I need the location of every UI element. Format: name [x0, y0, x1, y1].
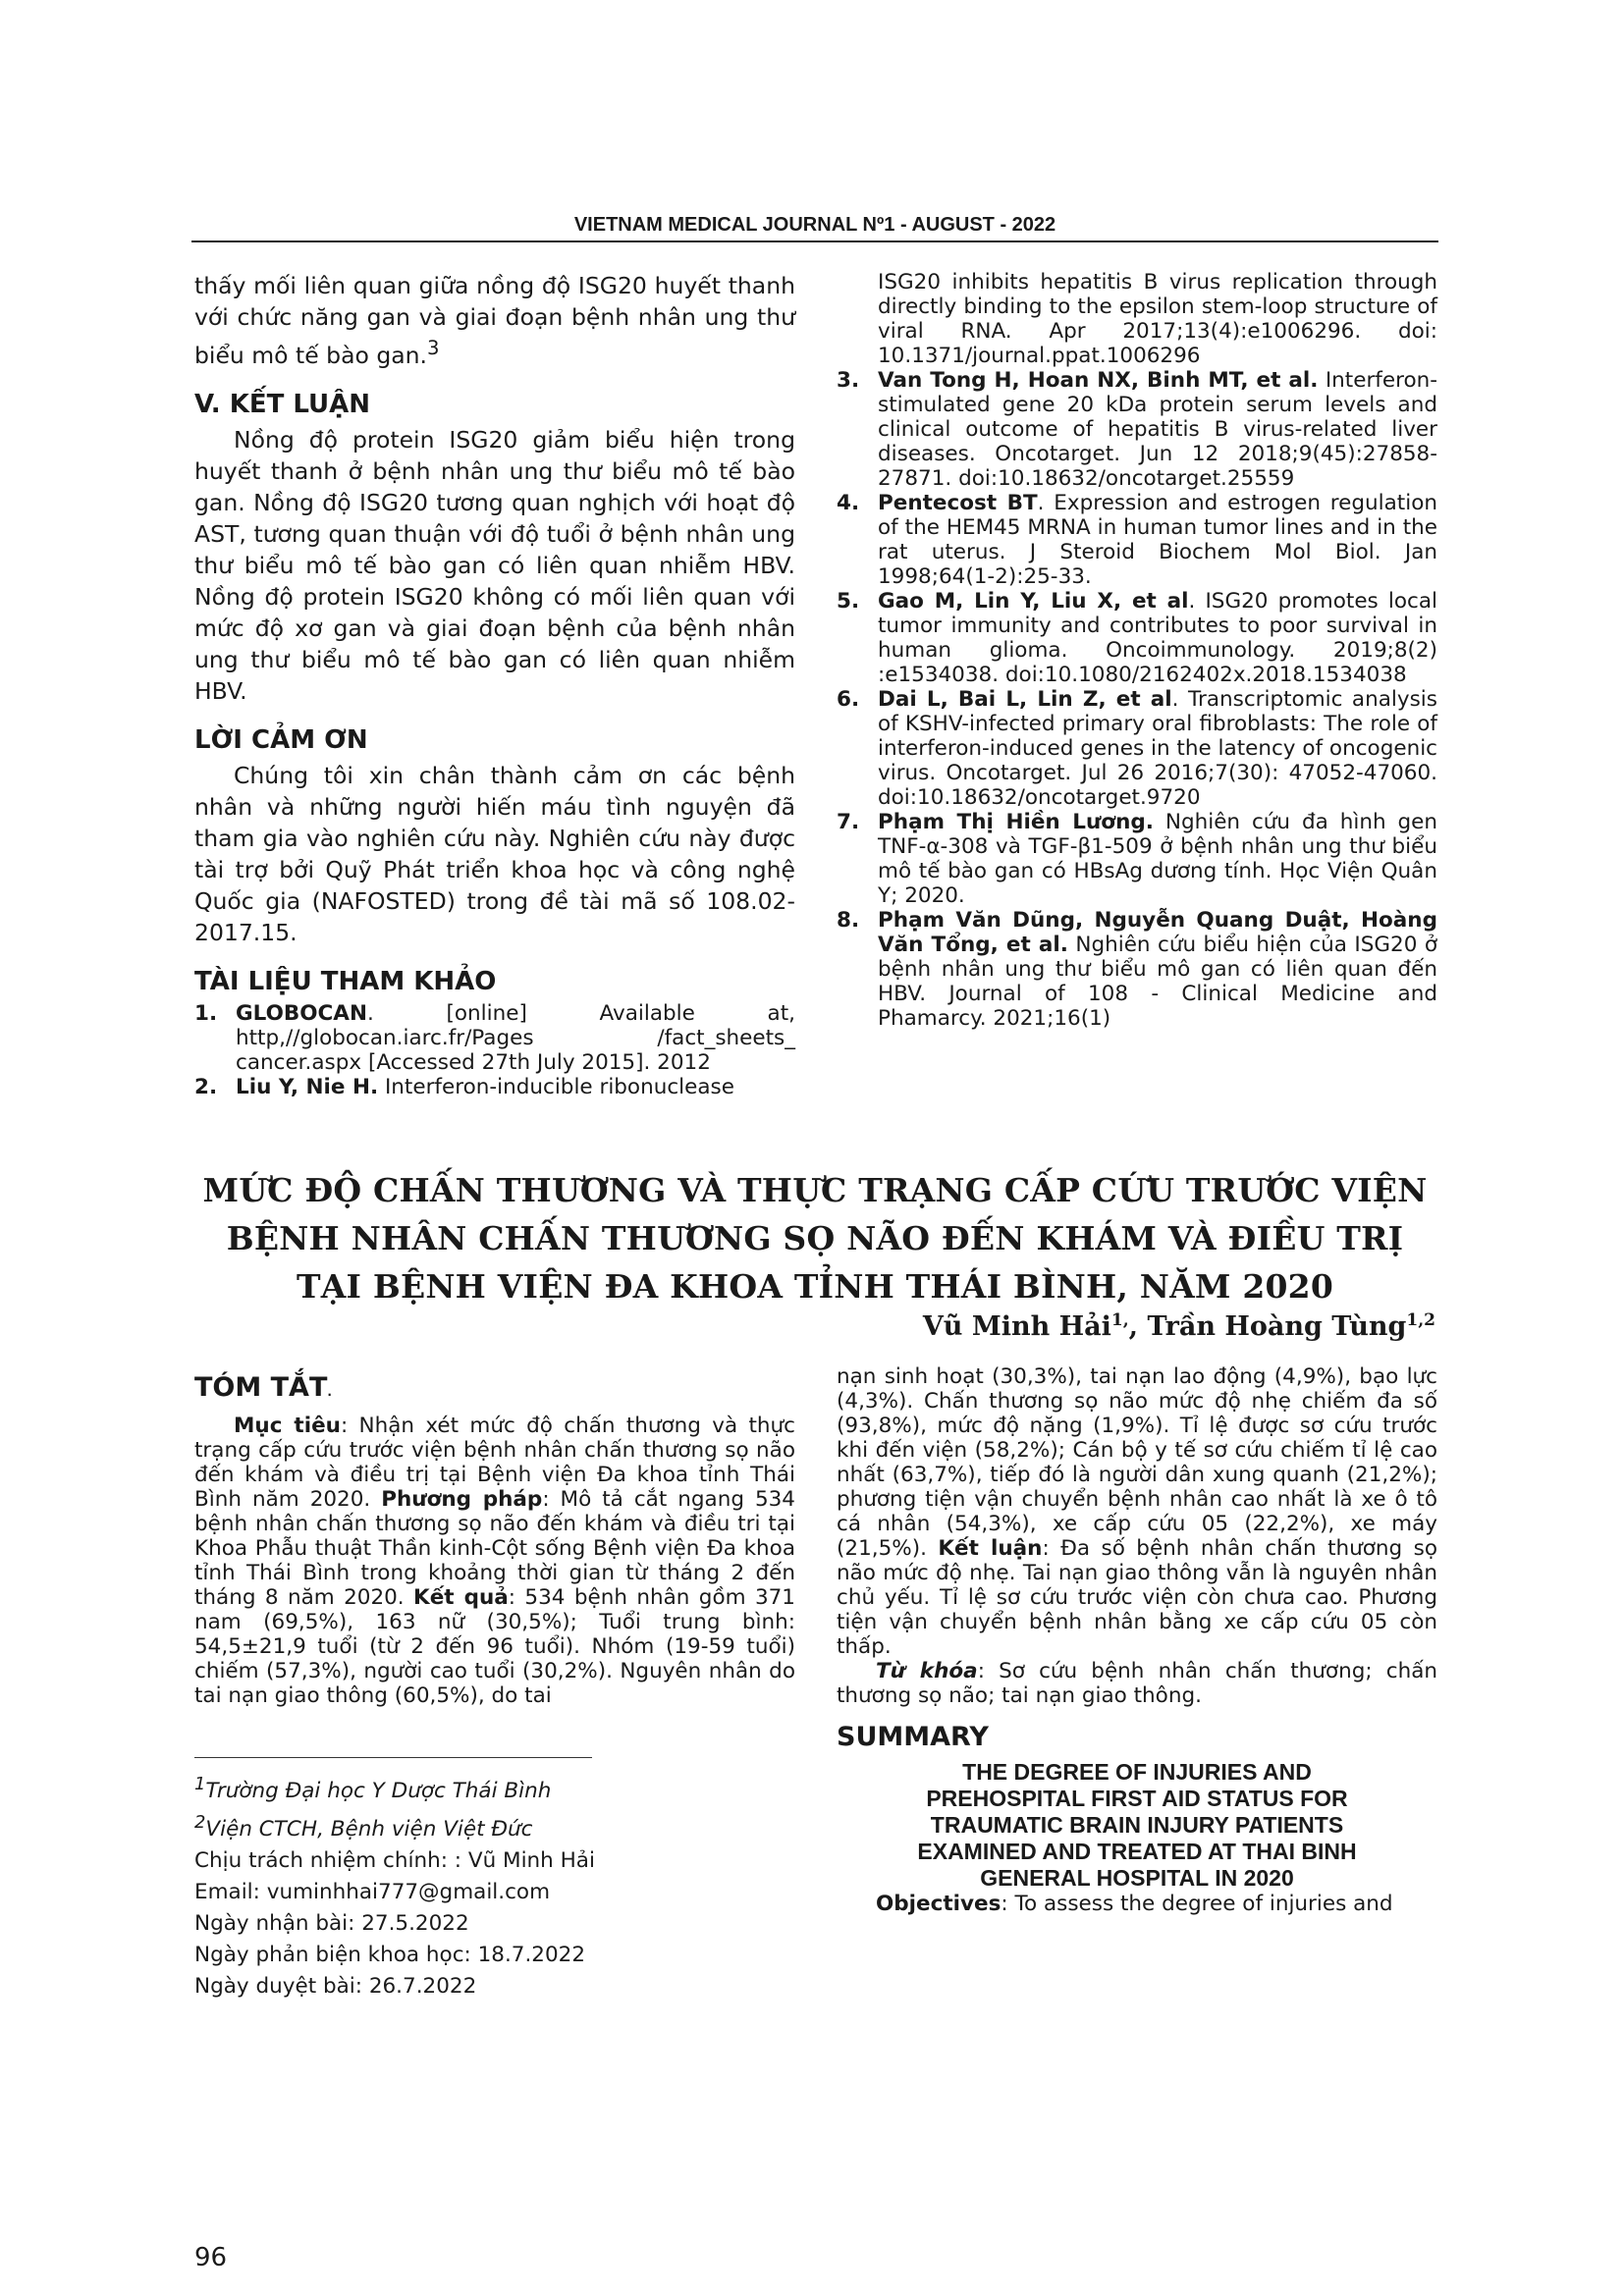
author-name: Vũ Minh Hải [922, 1311, 1111, 1342]
article-title [191, 1166, 1438, 1310]
header-rule [191, 240, 1438, 242]
prev-intro-paragraph [194, 270, 795, 371]
summary-objectives-text: : To assess the degree of injuries and [1001, 1892, 1393, 1916]
abstract-heading-text: TÓM TẮT [194, 1372, 328, 1403]
email-line: Email: vuminhhai777@gmail.com [194, 1880, 551, 1905]
reference-authors: Van Tong H, Hoan NX, Binh MT, et al. [878, 368, 1319, 393]
method-text: : Mô tả cắt ngang 534 bệnh nhân chấn thương sọ não đến khám và điều tri tại Khoa Phẫu thuật Thần kinh-Cột sống Bệnh viện Đa khoa tỉnh Thái Bình trong khoảng thời gian từ tháng 2 đến tháng 8 năm 2020. [194, 1487, 795, 1610]
reference-item [837, 368, 1437, 491]
references-right-list [837, 368, 1437, 1031]
conclusion-paragraph: Nồng độ protein ISG20 giảm biểu hiện trong huyết thanh ở bệnh nhân ung thư biểu mô tế bào gan. Nồng độ ISG20 tương quan nghịch với hoạt độ AST, tương quan thuận với độ tuổi ở bệnh nhân ung thư biểu mô tế bào gan có liên quan nhiễm HBV. Nồng độ protein ISG20 không có mối liên quan với mức độ xơ gan và giai đoạn bệnh của bệnh nhân ung thư biểu mô tế bào gan có liên quan nhiễm HBV. [194, 425, 795, 705]
keywords-paragraph [837, 1659, 1437, 1708]
reference-text: Nghiên cứu biểu hiện của ISG20 ở bệnh nhân ung thư biểu mô gan có liên quan đến HBV. Journal of 108 - Clinical Medicine and Phamarcy. 2021;16(1) [878, 933, 1437, 1031]
footnotes [194, 1769, 795, 2002]
reference-body [878, 908, 1437, 1031]
objective-text: : Nhận xét mức độ chấn thương và thực trạng cấp cứu trước viện bệnh nhân chấn thương sọ não đến khám và điều trị tại Bệnh viện Đa khoa tỉnh Thái Bình năm 2020. [194, 1414, 796, 1512]
references-left-list [194, 1001, 795, 1099]
reference-body [878, 687, 1437, 810]
reference-body [236, 1075, 795, 1099]
reference-body [236, 1001, 795, 1075]
summary-title-line: THE DEGREE OF INJURIES AND [962, 1759, 1312, 1785]
reference-text: . ISG20 promotes local tumor immunity and contributes to poor survival in human glioma. Oncoimmunology. 2019;8(2) :e1534038. doi:10.1080/2162402x.2018.1534038 [878, 589, 1437, 687]
prev-article-left-column [194, 270, 795, 1099]
summary-title-line: GENERAL HOSPITAL IN 2020 [980, 1865, 1294, 1891]
reference-authors: GLOBOCAN [236, 1000, 367, 1026]
summary-title-line: EXAMINED AND TREATED AT THAI BINH [917, 1839, 1357, 1864]
reference-number: 3. [837, 368, 860, 393]
reference-body [878, 810, 1437, 908]
reference-authors: Phạm Văn Dũng, Nguyễn Quang Duật, Hoàng Văn Tổng, et al. [878, 908, 1437, 957]
abstract-paragraph [194, 1414, 795, 1708]
affiliation-text: Trường Đại học Y Dược Thái Bình [205, 1779, 552, 1804]
reference-item [194, 1001, 795, 1075]
reference-text: . [online] Available at, http,//globocan.iarc.fr/Pages /fact_sheets_ cancer.aspx [Accessed 27th July 2015]. 2012 [236, 1000, 795, 1075]
method-label: Phương pháp [381, 1487, 543, 1512]
keywords-label: Từ khóa [876, 1659, 978, 1683]
summary-heading: SUMMARY [837, 1722, 989, 1752]
page-number: 96 [194, 2243, 228, 2272]
reference-item [194, 1075, 795, 1099]
summary-title-line: TRAUMATIC BRAIN INJURY PATIENTS [930, 1812, 1344, 1838]
affiliation-1 [194, 1769, 795, 1807]
summary-objectives-label: Objectives [876, 1892, 1001, 1916]
reference-text: . Transcriptomic analysis of KSHV-infected primary oral fibroblasts: The role of interferon-induced genes in the latency of oncogenic virus. Oncotarget. Jul 26 2016;7(30): 47052-47060. doi:10.18632/oncotarget.9720 [878, 687, 1437, 810]
affiliation-text: Viện CTCH, Bệnh viện Việt Đức [205, 1817, 533, 1842]
affiliation-2 [194, 1807, 795, 1845]
reference-body [878, 589, 1437, 687]
reference-number: 8. [837, 908, 860, 933]
reference-text: Nghiên cứu đa hình gen TNF-α-308 và TGF-β1-509 ở bệnh nhân ung thư biểu mô tế bào gan có HBsAg dương tính. Học Viện Quân Y; 2020. [878, 810, 1437, 908]
conclusion-heading: V. KẾT LUẬN [194, 389, 371, 419]
reviewed-date: Ngày phản biện khoa học: 18.7.2022 [194, 1943, 586, 1968]
prev-article-right-column [837, 270, 1437, 1031]
reference-item [837, 491, 1437, 589]
author-line [844, 1310, 1435, 1342]
reference-number: 4. [837, 491, 860, 515]
summary-paragraph [837, 1892, 1437, 1916]
accepted-date: Ngày duyệt bài: 26.7.2022 [194, 1974, 477, 2000]
author-name: Trần Hoàng Tùng [1147, 1311, 1407, 1342]
reference-authors: Dai L, Bai L, Lin Z, et al [878, 687, 1172, 712]
reference-item [837, 687, 1437, 810]
reference-item [837, 908, 1437, 1031]
abstract-left-column [194, 1372, 795, 1708]
reference-2-continued: ISG20 inhibits hepatitis B virus replication through directly binding to the epsilon stem-loop structure of viral RNA. Apr 2017;13(4):e1006296. doi: 10.1371/journal.ppat.1006296 [878, 270, 1437, 368]
affiliation-sup: 1 [194, 1774, 206, 1794]
conclusion-text: : Đa số bệnh nhân chấn thương sọ não mức độ nhẹ. Tai nạn giao thông vẫn là nguyên nhân chủ yếu. Tỉ lệ sơ cứu trước viện còn chưa cao. Phương tiện vận chuyển bệnh nhân bằng xe cấp cứu 05 còn thấp. [837, 1536, 1438, 1659]
author-affiliation-sup: 1,2 [1406, 1310, 1435, 1330]
summary-title-line: PREHOSPITAL FIRST AID STATUS FOR [926, 1786, 1348, 1811]
abstract-right-column [837, 1364, 1437, 1916]
article-title-line: TẠI BỆNH VIỆN ĐA KHOA TỈNH THÁI BÌNH, NĂM 2020 [296, 1267, 1333, 1306]
reference-authors: Gao M, Lin Y, Liu X, et al [878, 589, 1189, 614]
citation-sup: 3 [427, 337, 440, 359]
article-title-line: MỨC ĐỘ CHẤN THƯƠNG VÀ THỰC TRẠNG CẤP CỨU TRƯỚC VIỆN [202, 1171, 1428, 1209]
reference-authors: Phạm Thị Hiền Lương. [878, 810, 1154, 834]
prev-intro-text: thấy mối liên quan giữa nồng độ ISG20 huyết thanh với chức năng gan và giai đoạn bệnh nhân ung thư biểu mô tế bào gan. [194, 272, 795, 369]
reference-body [878, 368, 1437, 491]
abstract-paragraph-continued [837, 1364, 1437, 1659]
reference-text: Interferon-stimulated gene 20 kDa protein serum levels and clinical outcome of hepatitis B virus-related liver diseases. Oncotarget. Jun 12 2018;9(45):27858-27871. doi:10.18632/oncotarget.25559 [878, 368, 1437, 491]
acknowledgement-heading: LỜI CẢM ƠN [194, 724, 368, 755]
conclusion-label: Kết luận [938, 1536, 1043, 1561]
author-separator: , [1128, 1311, 1148, 1342]
keywords-text: : Sơ cứu bệnh nhân chấn thương; chấn thương sọ não; tai nạn giao thông. [837, 1659, 1438, 1708]
article-title-line: BỆNH NHÂN CHẤN THƯƠNG SỌ NÃO ĐẾN KHÁM VÀ ĐIỀU TRỊ [226, 1219, 1404, 1257]
reference-item [837, 589, 1437, 687]
reference-authors: Liu Y, Nie H. [236, 1074, 379, 1099]
reference-number: 2. [194, 1074, 218, 1099]
reference-number: 1. [194, 1000, 218, 1026]
author-affiliation-sup: 1, [1110, 1310, 1129, 1330]
abstract-heading-dot: . [327, 1385, 332, 1399]
reference-text: Interferon-inducible ribonuclease [378, 1074, 734, 1099]
abstract-heading [194, 1372, 795, 1408]
reference-number: 5. [837, 589, 860, 614]
reference-number: 6. [837, 687, 860, 712]
results-label: Kết quả [413, 1585, 509, 1610]
summary-title [837, 1759, 1437, 1892]
journal-header: VIETNAM MEDICAL JOURNAL Nº1 - AUGUST - 2022 [573, 214, 1056, 236]
reference-text: . Expression and estrogen regulation of the HEM45 MRNA in human tumor lines and in the rat uterus. J Steroid Biochem Mol Biol. Jan 1998;64(1-2):25-33. [878, 491, 1437, 589]
reference-authors: Pentecost BT [878, 491, 1038, 515]
reference-number: 7. [837, 810, 860, 834]
references-heading: TÀI LIỆU THAM KHẢO [194, 966, 497, 996]
results-text-right: nạn sinh hoạt (30,3%), tai nạn lao động (4,9%), bạo lực (4,3%). Chấn thương sọ não mức độ nhẹ chiếm đa số (93,8%), mức độ nặng (1,9%). Tỉ lệ được sơ cứu trước khi đến viện (58,2%); Cán bộ y tế sơ cứu chiếm tỉ lệ cao nhất (63,7%), tiếp đó là người dân xung quanh (21,2%); phương tiện vận chuyển bệnh nhân cao nhất là xe ô tô cá nhân (54,3%), xe cấp cứu 05 (22,2%), xe máy (21,5%). [837, 1364, 1437, 1561]
objective-label: Mục tiêu [234, 1414, 341, 1438]
footnote-rule [194, 1757, 592, 1758]
affiliation-sup: 2 [194, 1812, 206, 1834]
responsible-author: Chịu trách nhiệm chính: : Vũ Minh Hải [194, 1848, 595, 1874]
received-date: Ngày nhận bài: 27.5.2022 [194, 1911, 469, 1937]
acknowledgement-paragraph: Chúng tôi xin chân thành cảm ơn các bệnh nhân và những người hiến máu tình nguyện đã tham gia vào nghiên cứu này. Nghiên cứu này được tài trợ bởi Quỹ Phát triển khoa học và công nghệ Quốc gia (NAFOSTED) trong đề tài mã số 108.02-2017.15. [194, 761, 795, 946]
reference-body [878, 491, 1437, 589]
results-text-left: : 534 bệnh nhân gồm 371 nam (69,5%), 163 nữ (30,5%); Tuổi trung bình: 54,5±21,9 tuổi (từ 2 đến 96 tuổi). Nhóm (19-59 tuổi) chiếm (57,3%), người cao tuổi (30,2%). Nguyên nhân do tai nạn giao thông (60,5%), do tai [194, 1585, 795, 1708]
reference-item [837, 810, 1437, 908]
